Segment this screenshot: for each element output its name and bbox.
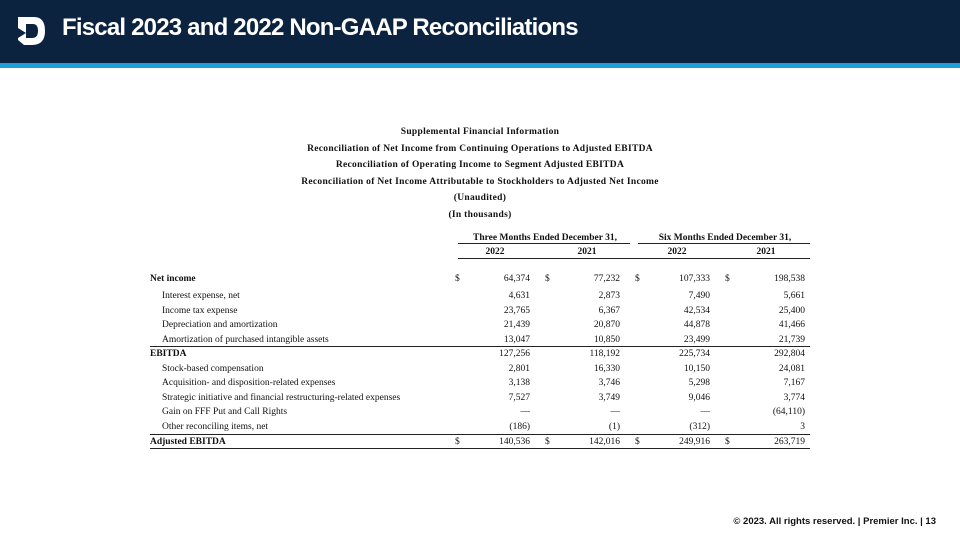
table-cell-value: 6,367 [598,306,620,316]
currency-symbol: $ [635,274,640,284]
table-row-label: Acquisition- and disposition-related expenses [162,378,336,388]
table-cell-value: 5,298 [688,378,710,388]
currency-symbol: $ [725,437,730,447]
header-accent-stripe [0,63,960,68]
table-cell-value: 5,661 [783,291,805,301]
period-header: Six Months Ended December 31, [658,233,792,243]
table-cell-value: 77,232 [593,274,620,284]
table-cell-value: 225,734 [679,349,710,359]
table-row-label: Adjusted EBITDA [150,437,226,447]
report-heading: (In thousands) [448,210,512,220]
year-header: 2021 [577,247,597,257]
table-cell-value: 10,150 [683,364,710,374]
table-cell-value: 21,739 [778,335,805,345]
table-cell-value: 23,765 [503,306,530,316]
year-header: 2022 [485,247,505,257]
table-cell-value: 127,256 [499,349,530,359]
table-row-label: EBITDA [150,349,187,359]
currency-symbol: $ [545,274,550,284]
table-cell-value: 16,330 [593,364,620,374]
table-cell-value: 263,719 [774,437,805,447]
table-cell-value: 64,374 [503,274,530,284]
table-cell-value: 4,631 [508,291,530,301]
table-cell-value: 3,749 [598,393,620,403]
table-row-label: Net income [150,274,196,284]
table-row-label: Income tax expense [162,306,238,316]
currency-symbol: $ [545,437,550,447]
table-row-label: Stock-based compensation [162,364,264,374]
table-cell-value: (186) [509,422,530,432]
currency-symbol: $ [455,437,460,447]
table-cell-value: 44,878 [683,320,710,330]
table-row-label: Gain on FFF Put and Call Rights [162,407,288,417]
report-heading: Reconciliation of Operating Income to Segment Adjusted EBITDA [335,160,625,170]
report-heading: Supplemental Financial Information [400,127,560,137]
premier-logo-icon [14,14,48,48]
table-cell-value: 7,490 [688,291,710,301]
table-cell-value: — [610,407,620,417]
table-cell-value: 118,192 [589,349,620,359]
table-cell-value: 292,804 [774,349,805,359]
table-row-label: Amortization of purchased intangible assets [162,335,329,345]
table-cell-value: 24,081 [778,364,805,374]
table-cell-value: — [520,407,530,417]
currency-symbol: $ [725,274,730,284]
currency-symbol: $ [455,274,460,284]
table-cell-value: 3,746 [598,378,620,388]
table-cell-value: 198,538 [774,274,805,284]
report-heading: Reconciliation of Net Income from Continuing Operations to Adjusted EBITDA [307,144,653,154]
table-cell-value: (312) [689,422,710,432]
table-cell-value: 10,850 [593,335,620,345]
table-cell-value: 249,916 [679,437,710,447]
table-cell-value: 140,536 [499,437,530,447]
table-cell-value: 3 [800,422,805,432]
table-cell-value: 7,167 [783,378,805,388]
table-row-label: Other reconciling items, net [162,422,269,432]
year-header: 2021 [756,247,776,257]
table-row-label: Interest expense, net [162,291,240,301]
table-cell-value: 23,499 [683,335,710,345]
report-heading: Reconciliation of Net Income Attributable to Stockholders to Adjusted Net Income [301,177,659,187]
table-cell-value: 25,400 [778,306,805,316]
table-cell-value: 41,466 [778,320,805,330]
table-cell-value: — [700,407,710,417]
table-cell-value: 3,774 [783,393,805,403]
table-cell-value: (1) [608,422,620,432]
period-header: Three Months Ended December 31, [473,233,617,243]
table-cell-value: 142,016 [589,437,620,447]
table-cell-value: 7,527 [508,393,530,403]
table-cell-value: 13,047 [503,335,530,345]
table-cell-value: 2,873 [598,291,620,301]
table-cell-value: 9,046 [688,393,710,403]
footer-copyright: © 2023. All rights reserved. | Premier Inc. | 13 [733,516,936,527]
table-cell-value: 107,333 [679,274,710,284]
page-title: Fiscal 2023 and 2022 Non-GAAP Reconciliations [62,14,578,41]
report-heading: (Unaudited) [453,193,507,203]
table-cell-value: 42,534 [683,306,710,316]
table-row-label: Depreciation and amortization [162,320,278,330]
table-cell-value: 2,801 [508,364,530,374]
table-cell-value: 21,439 [503,320,530,330]
table-row-label: Strategic initiative and financial restructuring-related expenses [162,393,401,403]
table-cell-value: (64,110) [772,407,805,417]
table-cell-value: 20,870 [593,320,620,330]
table-cell-value: 3,138 [508,378,530,388]
currency-symbol: $ [635,437,640,447]
year-header: 2022 [667,247,687,257]
